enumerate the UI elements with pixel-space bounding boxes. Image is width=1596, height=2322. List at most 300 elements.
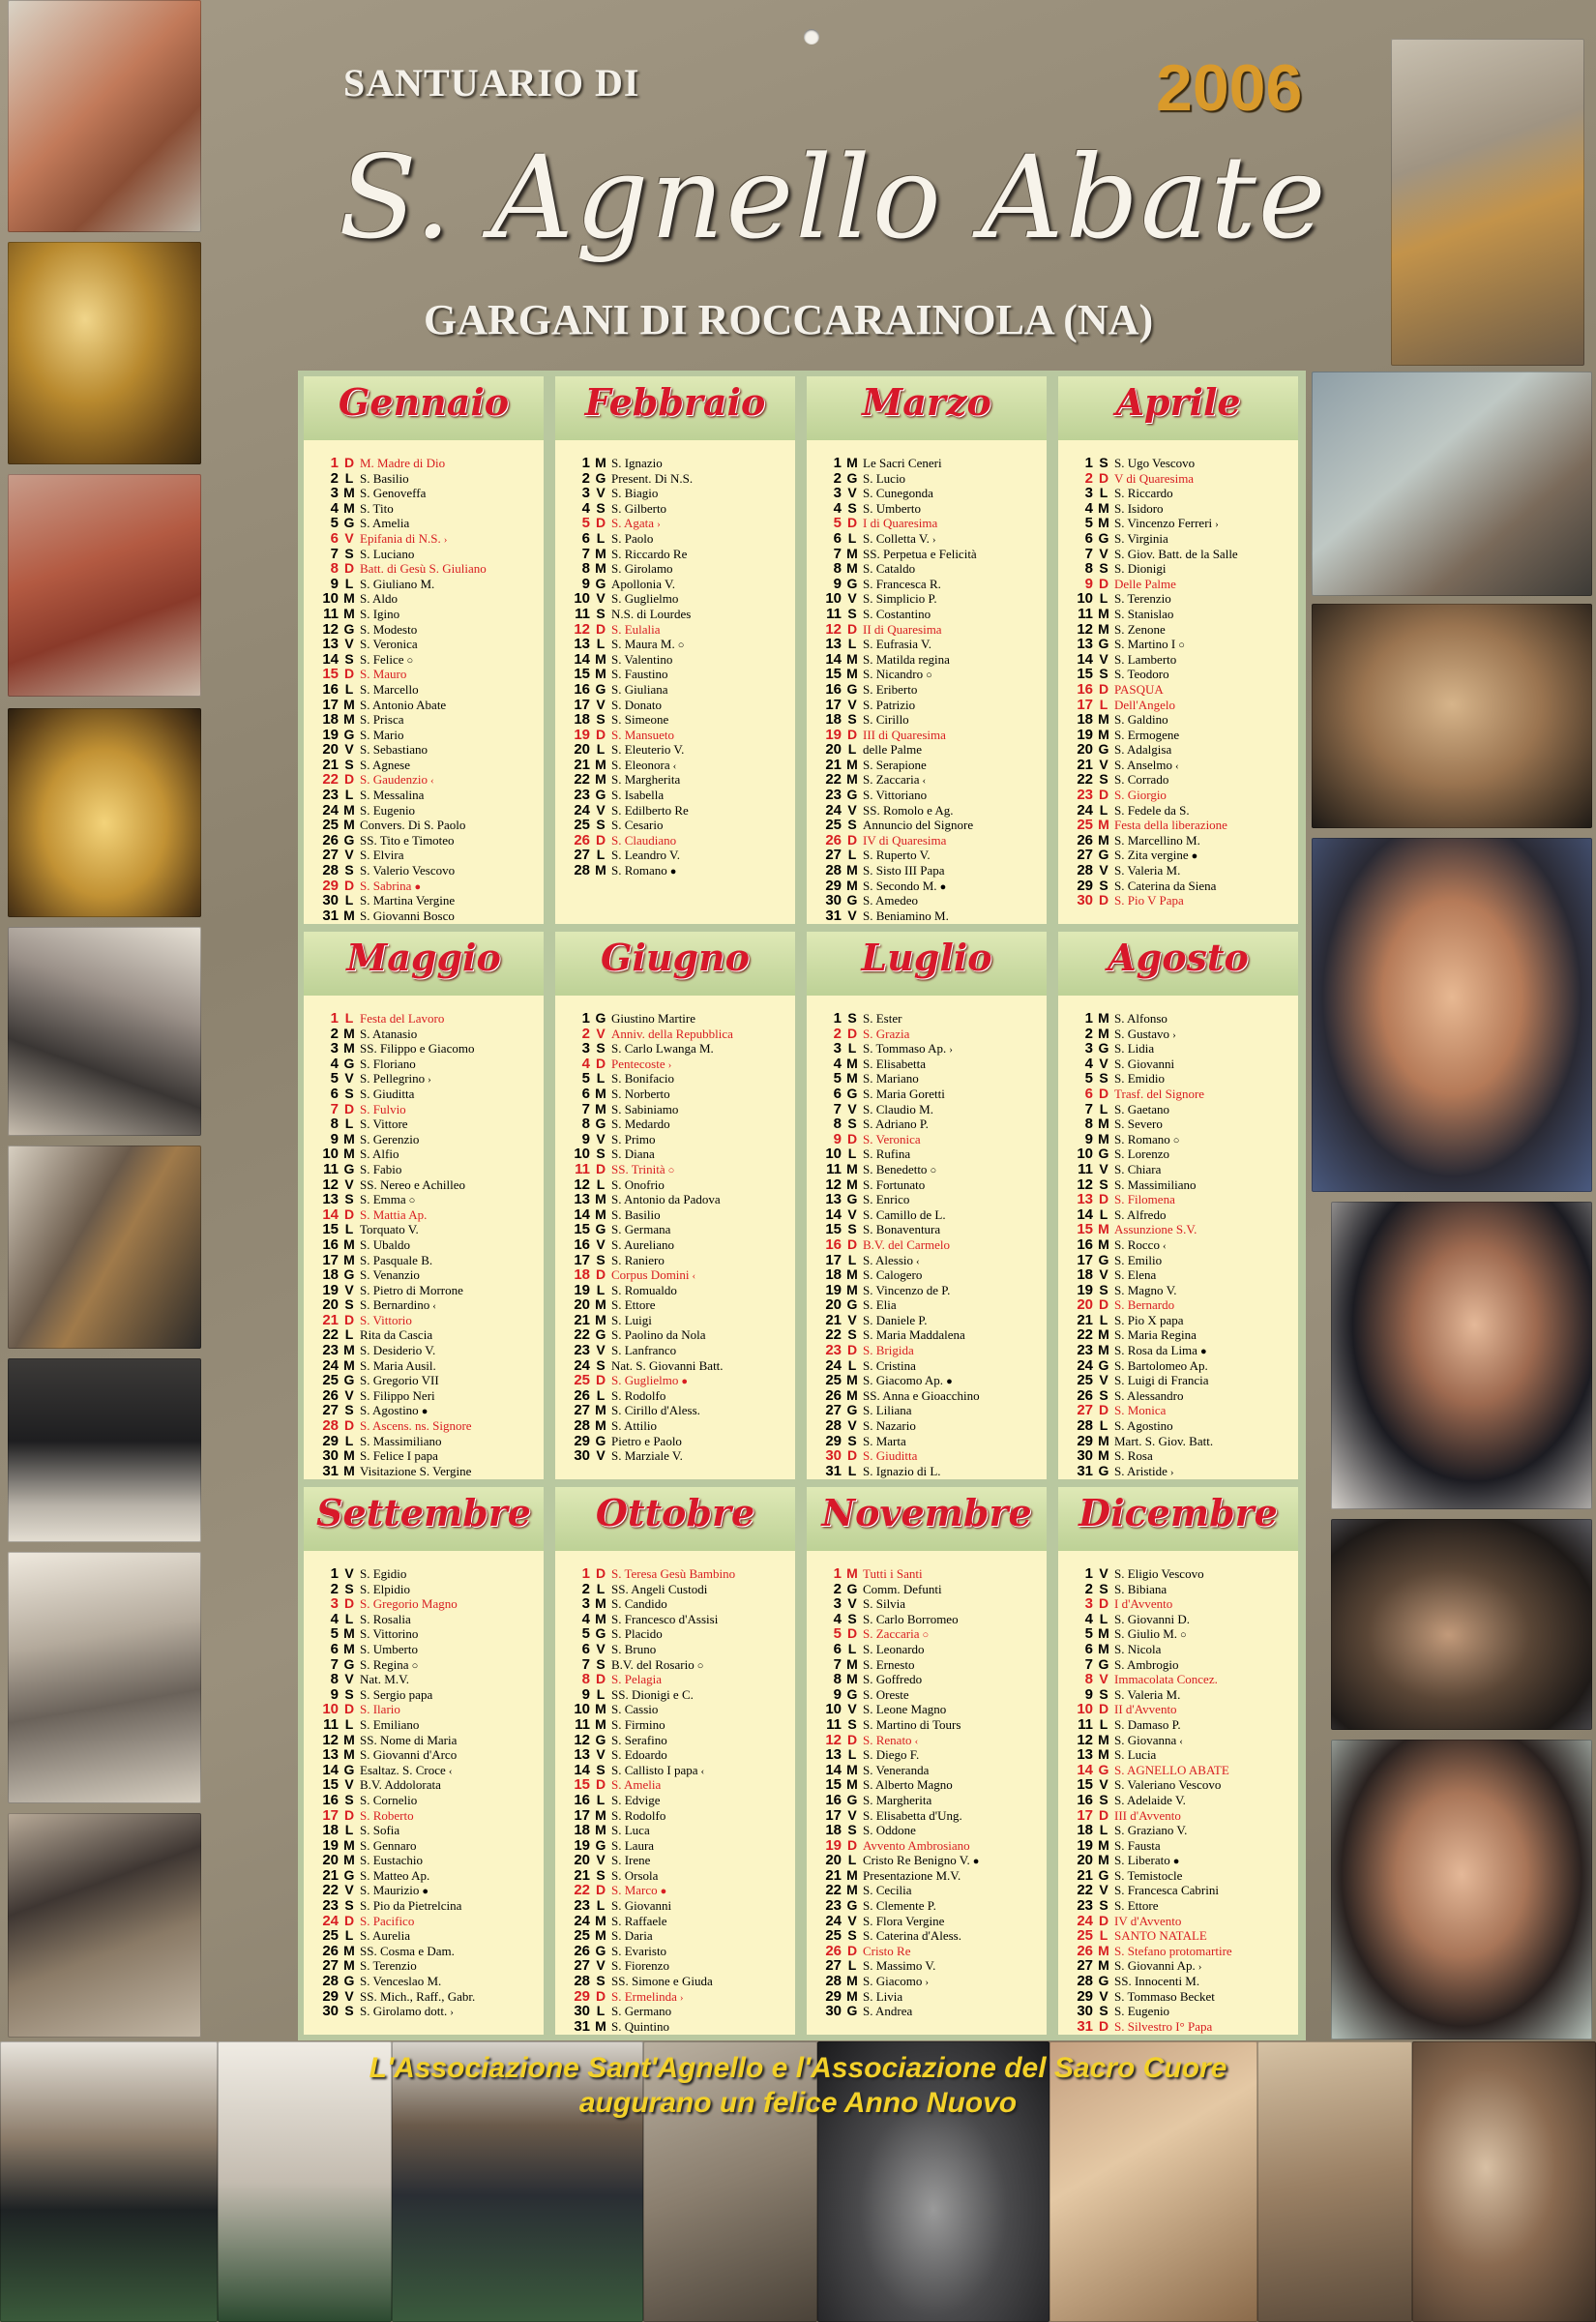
day-number: 1: [330, 1010, 339, 1027]
weekday-letter: V: [847, 1100, 857, 1116]
saint-name: S. Igino: [360, 606, 400, 621]
day-row: [813, 1747, 1045, 1763]
day-row: [1064, 1464, 1296, 1479]
saint-name: Delle Palme: [1114, 576, 1176, 591]
day-row: [813, 1162, 1045, 1177]
day-number: 13: [1077, 1191, 1093, 1208]
weekday-letter: G: [595, 1116, 606, 1132]
day-number: 25: [574, 817, 590, 834]
day-row: [310, 2004, 542, 2019]
day-row: [813, 893, 1045, 908]
day-number: 26: [1077, 1386, 1093, 1404]
moon-phase-icon: ○: [930, 1164, 937, 1176]
day-row: [813, 1626, 1045, 1642]
saint-name: S. Romualdo: [611, 1282, 677, 1297]
moon-phase-icon: ●: [422, 1886, 429, 1898]
weekday-letter: M: [343, 801, 355, 818]
day-row: [310, 698, 542, 713]
saint-name: S. Carlo Lwanga M.: [611, 1041, 714, 1057]
day-row: [813, 531, 1045, 547]
moon-phase-icon: ›: [949, 1044, 953, 1057]
day-row: [1064, 1237, 1296, 1253]
month-header: [555, 376, 795, 440]
day-row: [813, 1823, 1045, 1838]
weekday-letter: M: [1098, 499, 1109, 516]
day-number: 27: [1077, 847, 1093, 864]
day-row: [561, 772, 793, 788]
saint-name: Tutti i Santi: [863, 1566, 923, 1581]
saint-name: S. Bartolomeo Ap.: [1114, 1357, 1208, 1373]
saint-name: S. Terenzio: [1114, 591, 1171, 607]
weekday-letter: G: [343, 1160, 355, 1176]
day-row: [310, 1297, 542, 1313]
saint-name: S. Rufina: [863, 1146, 911, 1162]
day-row: [561, 1403, 793, 1418]
moon-phase-icon: ●: [681, 1376, 688, 1388]
weekday-letter: G: [846, 680, 858, 697]
saint-name: S. Pacifico: [360, 1913, 415, 1928]
day-row: [813, 1914, 1045, 1929]
saint-name: Trasf. del Signore: [1114, 1086, 1205, 1101]
day-row: [813, 1808, 1045, 1824]
saint-name: S. Ernesto: [863, 1656, 915, 1672]
saint-name: S. Cirillo d'Aless.: [611, 1403, 700, 1418]
saint-name: S. Mariano: [863, 1071, 919, 1087]
day-row: [813, 878, 1045, 894]
weekday-letter: S: [344, 1685, 354, 1702]
saint-name: S. Felice: [360, 651, 404, 667]
day-number: 12: [574, 1731, 590, 1748]
day-row: [813, 1116, 1045, 1132]
saint-name: S. Fausta: [1114, 1837, 1161, 1853]
saint-name: S. Elena: [1114, 1267, 1157, 1283]
saint-name: S. Claudio M.: [863, 1101, 933, 1116]
day-row: [310, 607, 542, 622]
day-number: 12: [1077, 1731, 1093, 1748]
saint-name: S. Bonaventura: [863, 1222, 941, 1237]
weekday-letter: M: [846, 1160, 858, 1176]
day-number: 20: [322, 1296, 339, 1314]
day-row: [813, 1672, 1045, 1687]
saint-name: S. Maria Maddalena: [863, 1327, 965, 1343]
day-number: 13: [322, 636, 339, 653]
day-row: [310, 1087, 542, 1102]
day-row: [561, 1747, 793, 1763]
saint-name: N.S. di Lourdes: [611, 606, 692, 621]
saint-name: S. Giovanni Bosco: [360, 908, 455, 923]
day-row: [310, 1132, 542, 1147]
day-number: 19: [825, 726, 842, 743]
day-number: 30: [1077, 1447, 1093, 1465]
month-name: Agosto: [1108, 936, 1249, 979]
day-row: [1064, 501, 1296, 517]
saint-name: S. Pietro di Morrone: [360, 1282, 463, 1297]
saint-name: S. Ignazio: [611, 456, 663, 470]
day-number: 1: [833, 455, 842, 471]
weekday-letter: M: [1098, 1640, 1109, 1656]
weekday-letter: V: [596, 1235, 606, 1252]
weekday-letter: L: [1099, 485, 1108, 501]
day-number: 24: [322, 1912, 339, 1929]
day-number: 20: [1077, 1852, 1093, 1869]
saint-name: S. Marcello: [360, 681, 419, 697]
day-number: 1: [1084, 455, 1093, 471]
weekday-letter: M: [595, 1822, 606, 1838]
moon-phase-icon: ●: [1199, 1346, 1207, 1358]
day-number: 6: [833, 529, 842, 547]
day-row: [561, 2004, 793, 2019]
weekday-letter: S: [1099, 877, 1108, 893]
moon-phase-icon: ○: [677, 640, 685, 652]
day-row: [1064, 1327, 1296, 1343]
weekday-letter: D: [846, 831, 858, 848]
weekday-letter: D: [343, 877, 355, 893]
saint-name: SS. Simone e Giuda: [611, 1974, 713, 1989]
weekday-letter: L: [1099, 590, 1108, 607]
saint-name: B.V. del Rosario: [611, 1656, 695, 1672]
day-row: [813, 1838, 1045, 1854]
saint-name: S. Sebastiano: [360, 742, 429, 758]
day-number: 22: [322, 1326, 339, 1344]
weekday-letter: S: [847, 1221, 857, 1237]
day-row: [561, 1253, 793, 1268]
saint-name: S. Eulalia: [611, 621, 661, 637]
day-row: [310, 1838, 542, 1854]
day-number: 29: [1077, 1987, 1093, 2005]
day-row: [813, 622, 1045, 638]
day-number: 10: [825, 1701, 842, 1718]
day-row: [561, 788, 793, 803]
saint-name: Anniv. della Repubblica: [611, 1026, 733, 1041]
day-number: 16: [322, 1791, 339, 1808]
weekday-letter: V: [344, 1176, 354, 1192]
saint-name: Giustino Martire: [611, 1011, 696, 1026]
saint-name: S. Venceslao M.: [360, 1974, 442, 1989]
weekday-letter: V: [847, 1701, 857, 1717]
weekday-letter: S: [344, 1580, 354, 1596]
day-number: 21: [1077, 756, 1093, 773]
day-row: [310, 1853, 542, 1868]
weekday-letter: D: [343, 1417, 355, 1434]
weekday-letter: M: [595, 1610, 606, 1626]
day-number: 31: [322, 907, 339, 924]
day-list: [813, 1566, 1045, 2019]
day-row: [561, 1434, 793, 1449]
day-row: [813, 1777, 1045, 1793]
day-row: [813, 1297, 1045, 1313]
saint-name: S. Cataldo: [863, 561, 916, 577]
day-row: [561, 1162, 793, 1177]
weekday-letter: M: [343, 590, 355, 607]
saint-name: S. Vittore: [360, 1116, 408, 1132]
day-row: [1064, 1596, 1296, 1612]
day-row: [561, 1358, 793, 1374]
weekday-letter: G: [1098, 1462, 1109, 1478]
weekday-letter: V: [596, 1640, 606, 1656]
day-number: 26: [322, 831, 339, 848]
weekday-letter: V: [1099, 1266, 1108, 1283]
weekday-letter: L: [344, 469, 354, 486]
day-number: 27: [322, 1957, 339, 1975]
saint-name: S. Margherita: [611, 772, 681, 788]
day-list: [561, 1566, 793, 2034]
saint-name: S. Pio V Papa: [1114, 893, 1184, 908]
day-number: 6: [833, 1640, 842, 1657]
day-row: [561, 1373, 793, 1388]
weekday-letter: G: [846, 1402, 858, 1418]
day-number: 22: [574, 1326, 590, 1344]
day-row: [1064, 1989, 1296, 2005]
day-number: 24: [825, 1356, 842, 1374]
day-row: [561, 486, 793, 501]
saint-name: S. Aldo: [360, 591, 399, 607]
day-number: 22: [322, 1882, 339, 1899]
day-row: [561, 1944, 793, 1959]
weekday-letter: M: [343, 485, 355, 501]
day-number: 11: [826, 605, 842, 622]
day-number: 8: [833, 1116, 842, 1133]
weekday-letter: G: [595, 1326, 606, 1343]
month-header: [807, 376, 1047, 440]
day-row: [813, 1793, 1045, 1808]
day-row: [1064, 1626, 1296, 1642]
day-row: [1064, 1087, 1296, 1102]
day-row: [1064, 1733, 1296, 1748]
day-number: 9: [1084, 575, 1093, 592]
saint-name: S. Antonio Abate: [360, 697, 447, 712]
day-row: [310, 1928, 542, 1944]
weekday-letter: L: [1099, 1927, 1108, 1944]
day-row: [813, 1733, 1045, 1748]
saint-name: S. Pio da Pietrelcina: [360, 1898, 462, 1914]
day-number: 13: [574, 636, 590, 653]
day-row: [310, 1657, 542, 1673]
day-number: 2: [833, 469, 842, 487]
saint-name: S. Giuditta: [360, 1086, 415, 1101]
saint-name: S. Andrea: [863, 2004, 913, 2019]
day-number: 19: [574, 1281, 590, 1298]
moon-phase-icon: ›: [428, 1074, 431, 1087]
day-number: 23: [574, 1342, 590, 1359]
day-row: [561, 516, 793, 531]
saint-name: S. Maria Goretti: [863, 1086, 945, 1101]
weekday-letter: L: [344, 680, 354, 697]
saint-name: S. Basilio: [611, 1206, 661, 1222]
saint-name: S. Emilio: [1114, 1252, 1163, 1267]
day-row: [1064, 1358, 1296, 1374]
weekday-letter: S: [344, 756, 354, 772]
day-row: [561, 728, 793, 743]
weekday-letter: M: [1098, 1342, 1109, 1358]
weekday-letter: G: [1098, 529, 1109, 546]
day-number: 24: [1077, 801, 1093, 819]
moon-phase-icon: ‹: [672, 759, 677, 772]
weekday-letter: V: [1099, 1987, 1108, 2004]
day-number: 30: [825, 2003, 842, 2020]
day-row: [310, 728, 542, 743]
saint-name: S. Eriberto: [863, 681, 918, 697]
day-number: 24: [574, 801, 590, 819]
day-number: 7: [1084, 1100, 1093, 1117]
day-number: 12: [825, 1731, 842, 1748]
saint-name: S. Camillo de L.: [863, 1206, 946, 1222]
weekday-letter: V: [344, 741, 354, 758]
saint-name: S. Eugenio: [360, 802, 416, 818]
day-row: [310, 1403, 542, 1418]
day-row: [1064, 1418, 1296, 1434]
day-number: 30: [1077, 2003, 1093, 2020]
day-row: [1064, 712, 1296, 728]
saint-name: S. Vincenzo Ferreri: [1114, 516, 1213, 531]
moon-phase-icon: ●: [972, 1856, 980, 1868]
saint-name: S. Vittoriano: [863, 788, 928, 803]
saint-name: S. Anselmo: [1114, 757, 1172, 772]
day-row: [1064, 1763, 1296, 1778]
day-row: [813, 547, 1045, 562]
weekday-letter: M: [1098, 1235, 1109, 1252]
day-number: 8: [833, 560, 842, 578]
saint-name: S. Clemente P.: [863, 1898, 936, 1914]
weekday-letter: S: [1099, 1070, 1108, 1087]
day-row: [561, 1011, 793, 1027]
day-row: [813, 1343, 1045, 1358]
day-row: [813, 516, 1045, 531]
saint-name: S. Alberto Magno: [863, 1777, 953, 1793]
day-number: 5: [833, 1625, 842, 1643]
weekday-letter: L: [344, 892, 354, 908]
day-number: 25: [1077, 817, 1093, 834]
saint-name: S. Dionigi: [1114, 561, 1167, 577]
weekday-letter: G: [343, 831, 355, 848]
day-row: [813, 1177, 1045, 1193]
saint-name: S. Gennaro: [360, 1837, 417, 1853]
saint-name: S. Placido: [611, 1626, 663, 1642]
day-row: [1064, 547, 1296, 562]
weekday-letter: G: [1098, 1973, 1109, 1989]
weekday-letter: M: [343, 1025, 355, 1041]
day-row: [561, 1928, 793, 1944]
day-number: 30: [825, 1447, 842, 1465]
day-row: [310, 1027, 542, 1042]
day-row: [561, 1868, 793, 1884]
day-row: [1064, 2019, 1296, 2035]
saint-name: S. Felice I papa: [360, 1448, 438, 1464]
saint-name: S. Riccardo: [1114, 486, 1173, 501]
saint-name: S. Eleonora: [611, 757, 670, 772]
day-number: 15: [574, 666, 590, 683]
weekday-letter: M: [846, 756, 858, 772]
day-row: [310, 682, 542, 698]
day-number: 1: [1084, 1010, 1093, 1027]
day-number: 5: [330, 1625, 339, 1643]
day-number: 19: [825, 1836, 842, 1854]
day-row: [1064, 1448, 1296, 1464]
day-number: 17: [1077, 696, 1093, 713]
saint-name: S. Cunegonda: [863, 486, 933, 501]
day-list: [813, 456, 1045, 923]
saint-name: S. Umberto: [360, 1641, 418, 1656]
day-number: 15: [322, 1221, 339, 1238]
day-row: [310, 1777, 542, 1793]
day-number: 1: [833, 1010, 842, 1027]
saint-name: S. Ambrogio: [1114, 1656, 1179, 1672]
weekday-letter: M: [846, 1386, 858, 1403]
day-row: [1064, 1027, 1296, 1042]
weekday-letter: S: [1099, 1580, 1108, 1596]
day-row: [561, 1853, 793, 1868]
day-row: [1064, 1717, 1296, 1733]
weekday-letter: S: [344, 1296, 354, 1313]
day-number: 30: [574, 1447, 590, 1465]
moon-phase-icon: ‹: [700, 1765, 705, 1777]
saint-name: S. Sisto III Papa: [863, 863, 945, 878]
day-row: [561, 1823, 793, 1838]
saint-name: S. Lidia: [1114, 1041, 1155, 1057]
saint-name: Avvento Ambrosiano: [863, 1837, 970, 1853]
saint-name: S. Aristide: [1114, 1463, 1167, 1478]
weekday-letter: D: [343, 1701, 355, 1717]
day-number: 23: [825, 787, 842, 804]
header-year: 2006: [1156, 51, 1303, 125]
saint-name: S. Evaristo: [611, 1943, 667, 1958]
weekday-letter: G: [846, 1580, 858, 1596]
saint-name: S. Ermelinda: [611, 1988, 677, 2004]
day-number: 27: [574, 1957, 590, 1975]
weekday-letter: G: [846, 469, 858, 486]
day-row: [561, 698, 793, 713]
day-row: [813, 1928, 1045, 1944]
day-row: [813, 1222, 1045, 1237]
photo-crack-detail: [8, 1146, 201, 1349]
saint-name: S. Simplicio P.: [863, 591, 937, 607]
weekday-letter: M: [595, 1085, 606, 1101]
month-dicembre: [1058, 1487, 1298, 2035]
hanging-hole: [804, 29, 819, 45]
day-row: [310, 1974, 542, 1989]
saint-name: S. Edvige: [611, 1792, 661, 1807]
day-number: 24: [574, 1912, 590, 1929]
weekday-letter: M: [1098, 1746, 1109, 1763]
saint-name: S. Elia: [863, 1297, 897, 1313]
weekday-letter: L: [344, 1822, 354, 1838]
saint-name: S. Alfredo: [1114, 1206, 1167, 1222]
moon-phase-icon: ‹: [1179, 1735, 1183, 1747]
saint-name: S. Stefano protomartire: [1114, 1943, 1232, 1958]
moon-phase-icon: ‹: [430, 775, 434, 788]
saint-name: S. Bernardino: [360, 1297, 430, 1313]
day-row: [561, 833, 793, 848]
day-row: [561, 652, 793, 668]
saint-name: S. Grazia: [863, 1026, 910, 1041]
day-number: 18: [825, 711, 842, 729]
day-row: [561, 1958, 793, 1974]
day-number: 21: [322, 1311, 339, 1328]
weekday-letter: G: [846, 575, 858, 591]
weekday-letter: M: [595, 1296, 606, 1313]
saint-name: S. Giuditta: [863, 1448, 918, 1464]
month-header: [807, 932, 1047, 996]
day-row: [310, 1102, 542, 1117]
day-row: [813, 1267, 1045, 1283]
day-number: 31: [825, 1462, 842, 1479]
moon-phase-icon: ‹: [1162, 1239, 1167, 1252]
day-row: [813, 1192, 1045, 1207]
weekday-letter: M: [343, 1957, 355, 1974]
weekday-letter: M: [343, 1356, 355, 1373]
month-marzo: [807, 376, 1047, 924]
saint-name: S. Leandro V.: [611, 848, 681, 863]
day-row: [813, 1207, 1045, 1223]
